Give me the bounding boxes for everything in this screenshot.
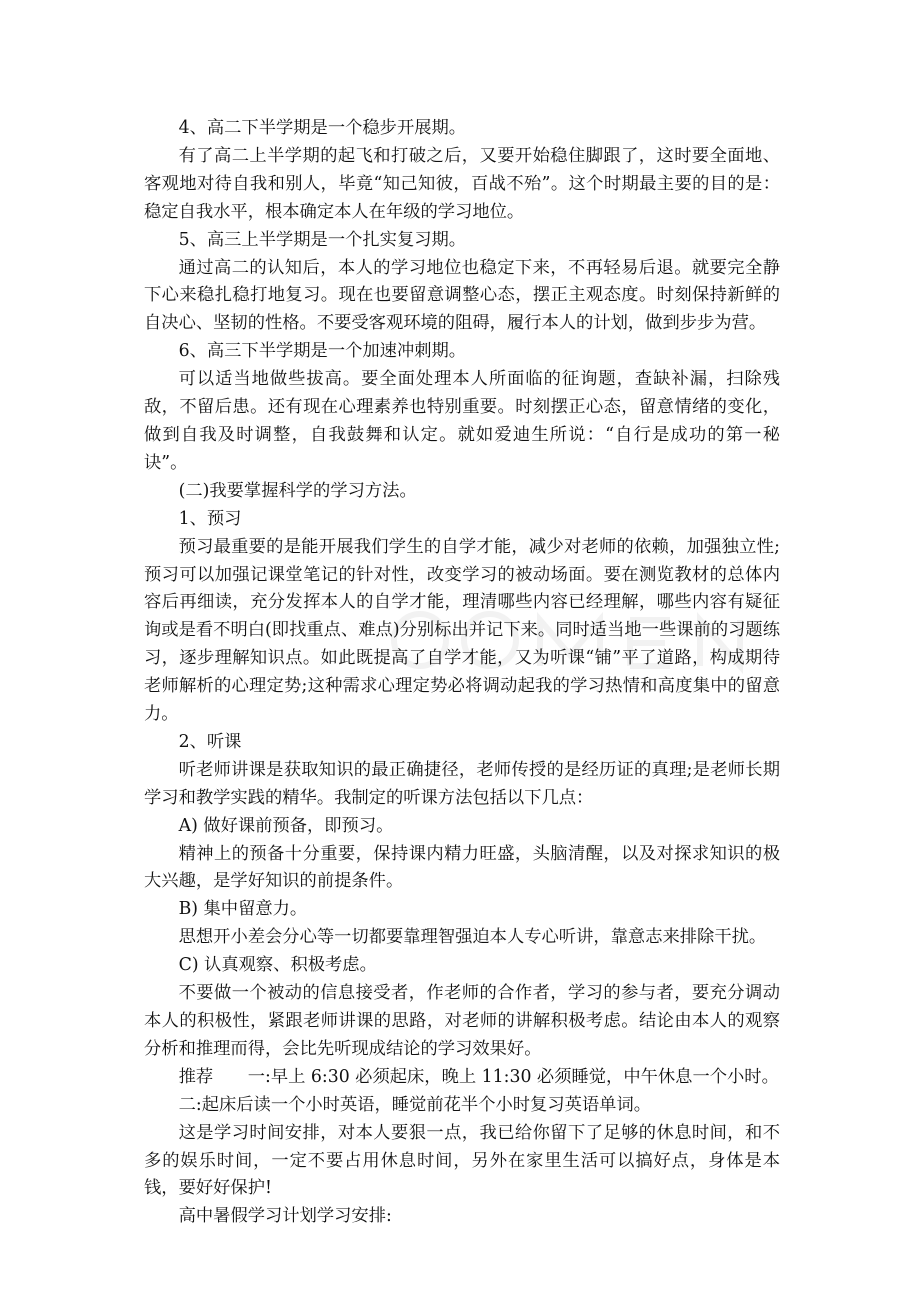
subheading: 2、听课 [178,731,242,752]
paragraph: 5、高三上半学期是一个扎实复习期。 [178,229,467,250]
paragraph: 不要做一个被动的信息接受者，作老师的合作者，学习的参与者，要充分调动本人的积极性，紧跟老师讲课的思路，对老师的讲解积极考虑。结论由本人的观察分析和推理而得，会比先听现成结论的学习效果好。 [144,983,780,1059]
paragraph: 4、高二下半学期是一个稳步开展期。 [178,118,467,138]
paragraph: 推荐 一:早上 6:30 必须起床，晚上 11:30 必须睡觉，中午休息一个小时。 [178,1066,779,1087]
paragraph: 听老师讲课是获取知识的最正确捷径，老师传授的是经历证的真理;是老师长期学习和教学实践的精华。我制定的听课方法包括以下几点： [144,759,780,808]
paragraph: 预习最重要的是能开展我们学生的自学才能，减少对老师的依赖，加强独立性;预习可以加强记课堂笔记的针对性，改变学习的被动场面。要在测览教材的总体内容后再细读，充分发挥本人的自学才能，理清哪些内容已经理解，哪些内容有疑征询或是看不明白(即找重点、难点)分别标出并记下来。同时适当地一些课前的习题练习，逐步理解知识点。如此既提高了自学才能，又为听课“铺”平了道路，构成期待老师解析的心理定势;这种需求心理定势必将调动起我的学习热情和高度集中的留意力。 [144,536,780,725]
paragraph: 高中暑假学习计划学习安排: [178,1206,392,1227]
paragraph: 二:起床后读一个小时英语，睡觉前花半个小时复习英语单词。 [178,1094,652,1115]
list-item: A) 做好课前预备，即预习。 [178,815,394,836]
paragraph: 精神上的预备十分重要，保持课内精力旺盛，头脑清醒，以及对探求知识的极大兴趣，是学好知识的前提条件。 [144,843,780,892]
list-item: B) 集中留意力。 [178,899,308,920]
document-body [144,115,780,1231]
subheading: 1、预习 [178,508,242,529]
list-item: C) 认真观察、积极考虑。 [178,955,377,976]
paragraph: 这是学习时间安排，对本人要狠一点，我已给你留下了足够的休息时间，和不多的娱乐时间，一定不要占用休息时间，另外在家里生活可以搞好点，身体是本钱，要好好保护! [144,1122,780,1199]
section-heading: (二)我要掌握科学的学习方法。 [178,480,417,501]
paragraph: 通过高二的认知后，本人的学习地位也稳定下来，不再轻易后退。就要完全静下心来稳扎稳打地复习。现在也要留意调整心态，摆正主观态度。时刻保持新鲜的自决心、坚韧的性格。不要受客观环境的阻碍，履行本人的计划，做到步步为营。 [144,257,780,334]
paragraph: 有了高二上半学期的起飞和打破之后，又要开始稳住脚跟了，这时要全面地、客观地对待自我和别人，毕竟“知己知彼，百战不殆”。这个时期最主要的目的是：稳定自我水平，根本确定本人在年级的学习地位。 [144,145,780,222]
paragraph: 6、高三下半学期是一个加速冲刺期。 [178,341,467,362]
paragraph: 可以适当地做些拔高。要全面处理本人所面临的征询题，查缺补漏，扫除残敌，不留后患。还有现在心理素养也特别重要。时刻摆正心态，留意情绪的变化，做到自我及时调整，自我鼓舞和认定。就如爱迪生所说：“自行是成功的第一秘诀”。 [144,369,780,473]
paragraph: 思想开小差会分心等一切都要靠理智强迫本人专心听讲，靠意志来排除干扰。 [178,927,767,948]
